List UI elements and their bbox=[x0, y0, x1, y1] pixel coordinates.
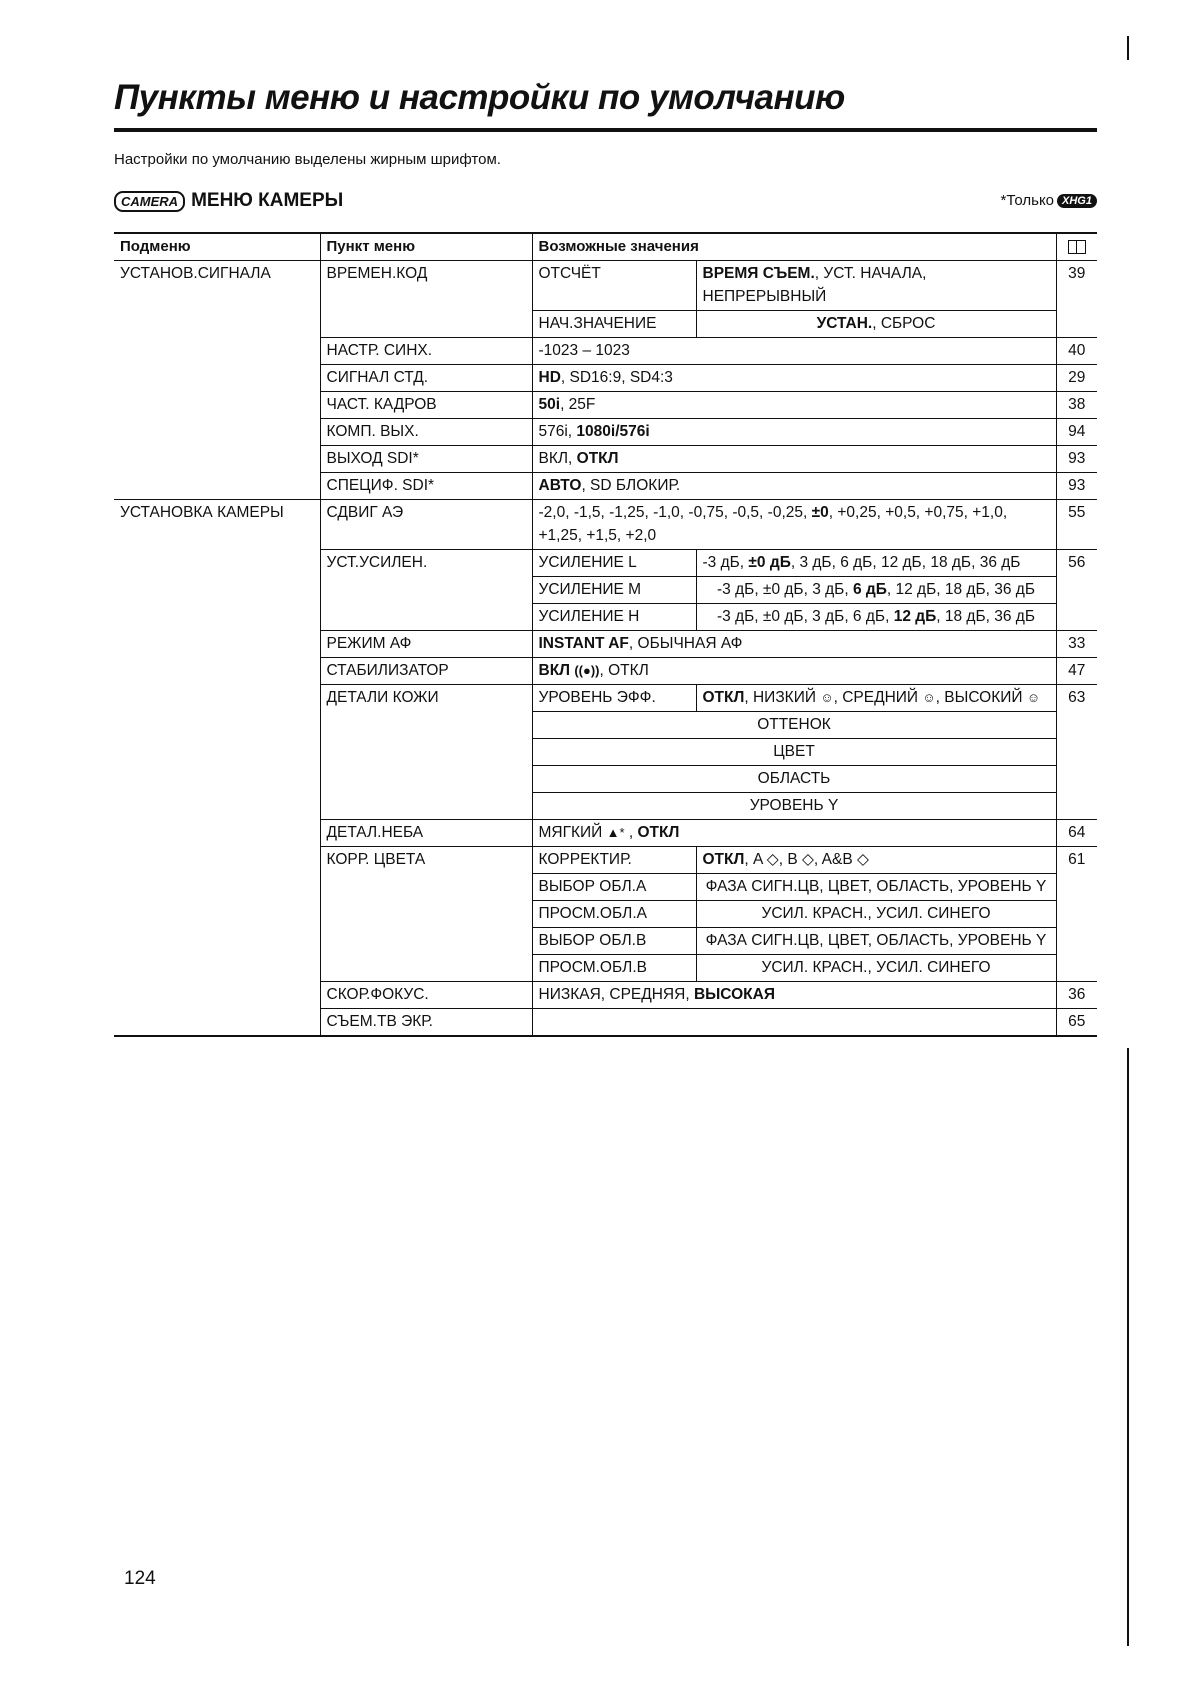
default-value: ОТКЛ bbox=[576, 450, 619, 467]
page-cell: 56 bbox=[1056, 550, 1097, 631]
subitem-cell: НАЧ.ЗНАЧЕНИЕ bbox=[532, 311, 696, 338]
item-cell: ДЕТАЛ.НЕБА bbox=[320, 820, 532, 847]
subitem-cell: ПРОСМ.ОБЛ.B bbox=[532, 955, 696, 982]
skin-high-icon: ☺ bbox=[1026, 690, 1041, 705]
page-cell: 93 bbox=[1056, 446, 1097, 473]
header-values: Возможные значения bbox=[532, 233, 1056, 261]
value-text: , СБРОС bbox=[872, 315, 936, 332]
value-text: , A bbox=[744, 851, 767, 868]
value-text: , 18 дБ, 36 дБ bbox=[936, 608, 1035, 625]
value-cell bbox=[532, 982, 1056, 1009]
skin-low-icon: ☺ bbox=[820, 690, 834, 705]
value-cell bbox=[696, 577, 1056, 604]
value-cell bbox=[696, 311, 1056, 338]
value-cell bbox=[532, 365, 1056, 392]
value-cell bbox=[696, 685, 1056, 712]
value-cell bbox=[532, 446, 1056, 473]
item-cell: ВРЕМЕН.КОД bbox=[320, 261, 532, 338]
item-cell: УСТ.УСИЛЕН. bbox=[320, 550, 532, 631]
page-cell: 65 bbox=[1056, 1009, 1097, 1037]
header-submenu: Подменю bbox=[114, 233, 320, 261]
value-cell bbox=[696, 847, 1056, 874]
sky-soft-icon: ▲* bbox=[606, 825, 625, 840]
value-text: , bbox=[624, 824, 638, 841]
default-value: ±0 дБ bbox=[748, 554, 791, 571]
value-cell: УСИЛ. КРАСН., УСИЛ. СИНЕГО bbox=[696, 955, 1056, 982]
color-b-icon: ◇ bbox=[801, 851, 814, 868]
default-value: 6 дБ bbox=[852, 581, 887, 598]
default-value: ВРЕМЯ СЪЕМ. bbox=[702, 265, 815, 282]
default-value: ВЫСОКАЯ bbox=[693, 986, 775, 1003]
value-text: , ОТКЛ bbox=[599, 662, 649, 679]
default-value: 1080i/576i bbox=[576, 423, 650, 440]
item-cell: РЕЖИМ АФ bbox=[320, 631, 532, 658]
value-text: , УСТ. НАЧАЛА, НЕПРЕРЫВНЫЙ bbox=[702, 265, 927, 305]
subitem-cell: УСИЛЕНИЕ L bbox=[532, 550, 696, 577]
default-value: ВКЛ bbox=[538, 662, 571, 679]
value-cell bbox=[696, 261, 1056, 311]
page-cell: 36 bbox=[1056, 982, 1097, 1009]
default-value: УСТАН. bbox=[816, 315, 873, 332]
subitem-cell: ЦВЕТ bbox=[532, 739, 1056, 766]
value-text: ВКЛ, bbox=[538, 450, 577, 467]
value-cell bbox=[532, 631, 1056, 658]
submenu-cell: УСТАНОВ.СИГНАЛА bbox=[114, 261, 320, 500]
default-value: ОТКЛ bbox=[702, 851, 745, 868]
value-text: , A&B bbox=[813, 851, 857, 868]
item-cell: СЪЕМ.ТВ ЭКР. bbox=[320, 1009, 532, 1037]
table-row bbox=[114, 261, 1097, 311]
page-title: Пункты меню и настройки по умолчанию bbox=[114, 78, 845, 117]
value-text: МЯГКИЙ bbox=[538, 824, 607, 841]
item-cell: СИГНАЛ СТД. bbox=[320, 365, 532, 392]
item-cell: СТАБИЛИЗАТОР bbox=[320, 658, 532, 685]
value-cell bbox=[532, 392, 1056, 419]
value-cell bbox=[532, 820, 1056, 847]
subitem-cell: КОРРЕКТИР. bbox=[532, 847, 696, 874]
default-value: HD bbox=[538, 369, 561, 386]
section-header bbox=[114, 190, 1097, 214]
item-cell: ВЫХОД SDI* bbox=[320, 446, 532, 473]
default-value: ±0 bbox=[811, 504, 829, 521]
value-text: НИЗКАЯ, СРЕДНЯЯ, bbox=[538, 986, 694, 1003]
default-value: INSTANT AF bbox=[538, 635, 629, 652]
page-cell: 29 bbox=[1056, 365, 1097, 392]
value-cell bbox=[696, 604, 1056, 631]
item-cell: КОМП. ВЫХ. bbox=[320, 419, 532, 446]
submenu-cell: УСТАНОВКА КАМЕРЫ bbox=[114, 500, 320, 1037]
color-ab-icon: ◇ bbox=[856, 851, 869, 868]
value-text: -3 дБ, ±0 дБ, 3 дБ, 6 дБ, bbox=[717, 608, 894, 625]
subitem-cell: ОТСЧЁТ bbox=[532, 261, 696, 311]
value-text: , +0,25, +0,5, +0,75, +1,0, +1,25, +1,5, +2,0 bbox=[538, 504, 1008, 544]
header-item: Пункт меню bbox=[320, 233, 532, 261]
margin-mark-top bbox=[1127, 36, 1129, 60]
default-value: АВТО bbox=[538, 477, 582, 494]
item-cell: СКОР.ФОКУС. bbox=[320, 982, 532, 1009]
value-text: , 12 дБ, 18 дБ, 36 дБ bbox=[886, 581, 1035, 598]
value-text: , СРЕДНИЙ bbox=[833, 689, 923, 706]
value-text: 576i, bbox=[538, 423, 577, 440]
subitem-cell: УРОВЕНЬ ЭФФ. bbox=[532, 685, 696, 712]
stabilizer-icon: ((●)) bbox=[574, 663, 600, 678]
margin-mark-right bbox=[1127, 1048, 1129, 1646]
default-value: 12 дБ bbox=[893, 608, 937, 625]
value-cell bbox=[532, 419, 1056, 446]
only-note bbox=[1001, 192, 1097, 209]
item-cell: ДЕТАЛИ КОЖИ bbox=[320, 685, 532, 820]
subitem-cell: ВЫБОР ОБЛ.A bbox=[532, 874, 696, 901]
subitem-cell: ВЫБОР ОБЛ.B bbox=[532, 928, 696, 955]
value-cell bbox=[532, 1009, 1056, 1037]
page-cell: 93 bbox=[1056, 473, 1097, 500]
value-cell bbox=[532, 473, 1056, 500]
item-cell: СДВИГ АЭ bbox=[320, 500, 532, 550]
page-number: 124 bbox=[124, 1568, 156, 1589]
value-cell bbox=[532, 658, 1056, 685]
item-cell: ЧАСТ. КАДРОВ bbox=[320, 392, 532, 419]
value-text: , SD16:9, SD4:3 bbox=[560, 369, 673, 386]
table-row bbox=[114, 500, 1097, 550]
item-cell: НАСТР. СИНХ. bbox=[320, 338, 532, 365]
camera-badge-icon: CAMERA bbox=[114, 191, 185, 212]
value-text: , ВЫСОКИЙ bbox=[935, 689, 1027, 706]
value-text: , B bbox=[778, 851, 802, 868]
book-icon bbox=[1068, 240, 1086, 254]
value-text: -3 дБ, bbox=[702, 554, 749, 571]
value-cell: ФАЗА СИГН.ЦВ, ЦВЕТ, ОБЛАСТЬ, УРОВЕНЬ Y bbox=[696, 874, 1056, 901]
color-a-icon: ◇ bbox=[766, 851, 779, 868]
value-cell: УСИЛ. КРАСН., УСИЛ. СИНЕГО bbox=[696, 901, 1056, 928]
only-note-text: *Только bbox=[1000, 192, 1055, 209]
page-cell: 61 bbox=[1056, 847, 1097, 982]
value-text: -2,0, -1,5, -1,25, -1,0, -0,75, -0,5, -0,25, bbox=[538, 504, 812, 521]
value-text: , ОБЫЧНАЯ АФ bbox=[628, 635, 743, 652]
page-cell: 39 bbox=[1056, 261, 1097, 338]
page-cell: 55 bbox=[1056, 500, 1097, 550]
table-header bbox=[114, 233, 1097, 261]
page-cell: 94 bbox=[1056, 419, 1097, 446]
page-cell: 40 bbox=[1056, 338, 1097, 365]
page-cell: 47 bbox=[1056, 658, 1097, 685]
page-cell: 33 bbox=[1056, 631, 1097, 658]
subitem-cell: ПРОСМ.ОБЛ.A bbox=[532, 901, 696, 928]
menu-table bbox=[114, 232, 1097, 1037]
value-cell bbox=[696, 550, 1056, 577]
title-rule bbox=[114, 128, 1097, 132]
page-cell: 38 bbox=[1056, 392, 1097, 419]
page-cell: 63 bbox=[1056, 685, 1097, 820]
subitem-cell: ОТТЕНОК bbox=[532, 712, 1056, 739]
skin-mid-icon: ☺ bbox=[922, 690, 936, 705]
subitem-cell: УСИЛЕНИЕ H bbox=[532, 604, 696, 631]
page-cell: 64 bbox=[1056, 820, 1097, 847]
subitem-cell: УРОВЕНЬ Y bbox=[532, 793, 1056, 820]
header-page bbox=[1056, 233, 1097, 261]
value-cell: ФАЗА СИГН.ЦВ, ЦВЕТ, ОБЛАСТЬ, УРОВЕНЬ Y bbox=[696, 928, 1056, 955]
default-value: 50i bbox=[538, 396, 561, 413]
value-text: , 3 дБ, 6 дБ, 12 дБ, 18 дБ, 36 дБ bbox=[790, 554, 1021, 571]
subitem-cell: ОБЛАСТЬ bbox=[532, 766, 1056, 793]
item-cell: КОРР. ЦВЕТА bbox=[320, 847, 532, 982]
value-text: , SD БЛОКИР. bbox=[581, 477, 681, 494]
value-text: , 25F bbox=[560, 396, 596, 413]
subitem-cell: УСИЛЕНИЕ M bbox=[532, 577, 696, 604]
model-badge-icon: XHG1 bbox=[1057, 194, 1097, 208]
section-title: МЕНЮ КАМЕРЫ bbox=[191, 190, 344, 211]
value-text: , НИЗКИЙ bbox=[744, 689, 821, 706]
item-cell: СПЕЦИФ. SDI* bbox=[320, 473, 532, 500]
subtitle: Настройки по умолчанию выделены жирным шрифтом. bbox=[114, 151, 501, 168]
default-value: ОТКЛ bbox=[637, 824, 680, 841]
value-text: -3 дБ, ±0 дБ, 3 дБ, bbox=[717, 581, 853, 598]
value-cell bbox=[532, 500, 1056, 550]
value-cell: -1023 – 1023 bbox=[532, 338, 1056, 365]
default-value: ОТКЛ bbox=[702, 689, 745, 706]
